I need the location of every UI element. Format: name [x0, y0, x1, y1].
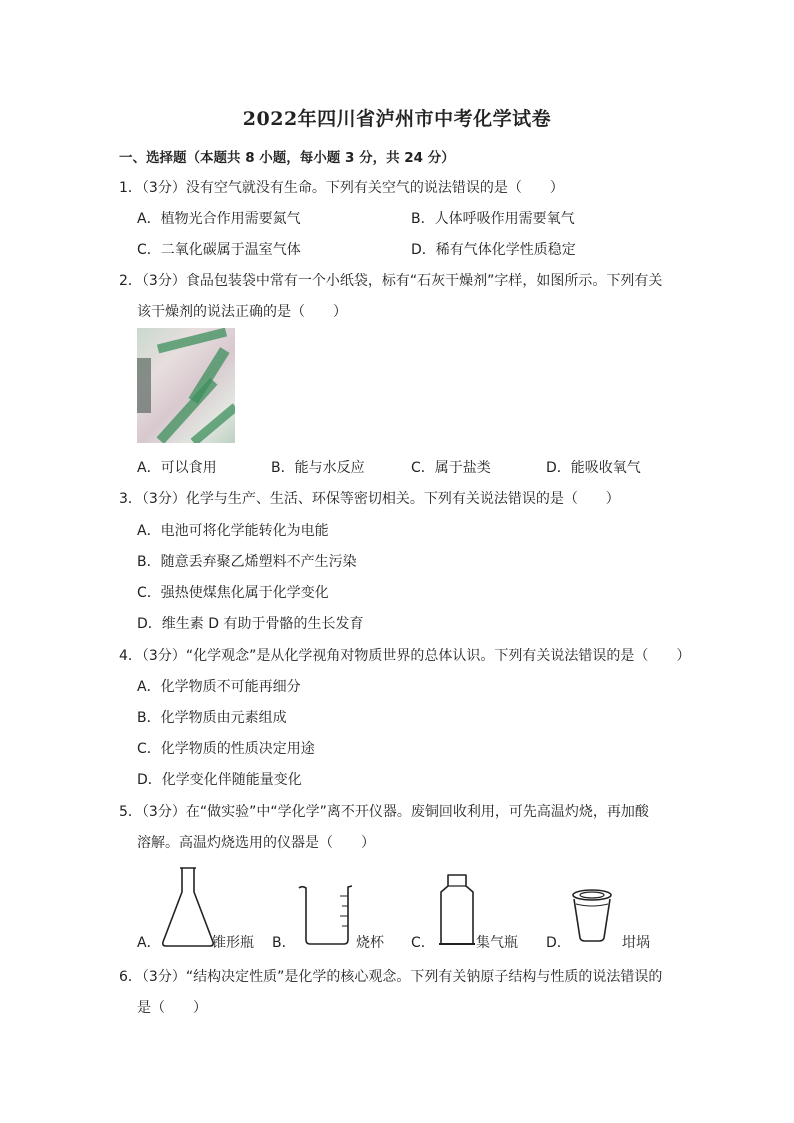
question-1-option-b: B．人体呼吸作用需要氧气: [411, 211, 575, 227]
question-2-stem-line-1: 2．（3分）食品包装袋中常有一个小纸袋，标有“石灰干燥剂”字样，如图所示。下列有关: [119, 273, 663, 289]
desiccant-packet-photo: [137, 328, 235, 443]
question-3-stem: 3．（3分）化学与生产、生活、环保等密切相关。下列有关说法错误的是（ ）: [119, 491, 620, 507]
crucible-icon: [570, 886, 614, 944]
question-4-option-c: C．化学物质的性质决定用途: [137, 741, 315, 757]
question-5-option-d: D．: [546, 935, 571, 951]
question-6-stem-line-2: 是（ ）: [137, 1000, 207, 1016]
question-5-option-a: A．: [137, 935, 161, 951]
gas-collecting-bottle-label: 集气瓶: [476, 935, 518, 951]
question-5-stem-line-1: 5．（3分）在“做实验”中“学化学”离不开仪器。废铜回收利用，可先高温灼烧，再加酸: [119, 804, 649, 820]
question-1-option-d: D．稀有气体化学性质稳定: [411, 242, 576, 258]
gas-collecting-bottle-icon: [436, 872, 478, 948]
question-2-option-a: A．可以食用: [137, 460, 217, 476]
question-1-option-a: A．植物光合作用需要氮气: [137, 211, 301, 227]
question-3-option-c: C．强热使煤焦化属于化学变化: [137, 585, 329, 601]
conical-flask-label: 锥形瓶: [212, 935, 254, 951]
page-title: 2022年四川省泸州市中考化学试卷: [242, 108, 552, 130]
beaker-icon: [296, 882, 358, 946]
question-2-option-d: D．能吸收氧气: [546, 460, 641, 476]
question-4-option-a: A．化学物质不可能再细分: [137, 679, 301, 695]
question-1-option-c: C．二氧化碳属于温室气体: [137, 242, 301, 258]
question-6-stem-line-1: 6．（3分）“结构决定性质”是化学的核心观念。下列有关钠原子结构与性质的说法错误的: [119, 969, 663, 985]
question-3-option-a: A．电池可将化学能转化为电能: [137, 523, 329, 539]
question-3-option-b: B．随意丢弃聚乙烯塑料不产生污染: [137, 554, 357, 570]
question-4-option-d: D．化学变化伴随能量变化: [137, 772, 302, 788]
question-4-option-b: B．化学物质由元素组成: [137, 710, 287, 726]
question-2-stem-line-2: 该干燥剂的说法正确的是（ ）: [137, 304, 347, 320]
conical-flask-icon: [160, 864, 216, 948]
question-5-option-b: B．: [272, 935, 296, 951]
question-1-stem: 1．（3分）没有空气就没有生命。下列有关空气的说法错误的是（ ）: [119, 180, 564, 196]
question-5-option-c: C．: [411, 935, 435, 951]
question-5-stem-line-2: 溶解。高温灼烧选用的仪器是（ ）: [137, 835, 375, 851]
section-heading: 一、选择题（本题共 8 小题，每小题 3 分，共 24 分）: [119, 150, 455, 166]
question-2-option-c: C．属于盐类: [411, 460, 491, 476]
beaker-label: 烧杯: [356, 935, 384, 951]
question-4-stem: 4．（3分）“化学观念”是从化学视角对物质世界的总体认识。下列有关说法错误的是（ ）: [119, 648, 691, 664]
crucible-label: 坩埚: [622, 935, 650, 951]
question-3-option-d: D．维生素 D 有助于骨骼的生长发育: [137, 616, 364, 632]
question-2-option-b: B．能与水反应: [271, 460, 365, 476]
